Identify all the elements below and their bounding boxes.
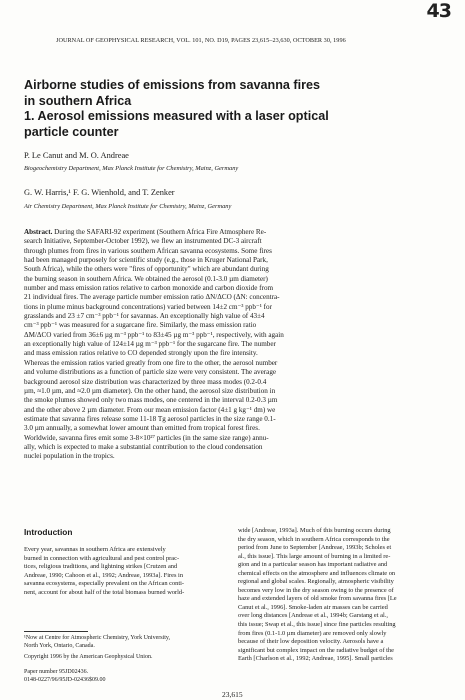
body-line: haze and extended layers of old smoke from savanna fires [Le	[238, 595, 397, 603]
abstract-line: the smoke plumes showed only two mass modes, one centered in the interval 0.2-0.3 µm	[24, 396, 278, 405]
body-line: nent, account for about half of the total biomass burned world-	[24, 588, 185, 596]
abstract-label: Abstract.	[24, 228, 53, 236]
page-number: 23,615	[222, 690, 243, 699]
body-line: chemical effects on the atmosphere and influences climate on	[238, 569, 396, 577]
authors-group-1: P. Le Canut and M. O. Andreae	[24, 151, 129, 160]
abstract-line: estimate that savanna fires release some 11-18 Tg aerosol particles in the size range 0.1-	[24, 414, 276, 423]
body-line: Earth [Charlson et al., 1992; Andreae, 1995]. Small particles	[238, 655, 393, 663]
abstract-line: through plumes from fires in various southern African savanna ecosystems. Some fires	[24, 246, 272, 255]
section-heading-introduction: Introduction	[24, 527, 73, 537]
body-line: al., this issue]. This large amount of burning in a limited re-	[238, 552, 391, 560]
introduction-text-right	[238, 527, 448, 664]
paper-line: Paper number 95JD02436.	[24, 669, 89, 675]
abstract-line: and volume distributions as a function of particle size were very consistent. The average	[24, 368, 277, 377]
title-line: Airborne studies of emissions from savanna fires	[24, 78, 321, 92]
copyright-notice: Copyright 1996 by the American Geophysical Union.	[24, 654, 153, 660]
body-line: Every year, savannas in southern Africa are extensively	[24, 546, 166, 553]
abstract-line: and the other above 2 µm diameter. From our mean emission factor (4±1 g kg⁻¹ dm) we	[24, 405, 276, 414]
footnote-line: North York, Ontario, Canada.	[24, 643, 95, 650]
abstract-line: Worldwide, savanna fires emit some 3-8×10²⁷ particles (in the same size range) annu-	[24, 433, 269, 442]
abstract-first-line: During the SAFARI-92 experiment (Southern Africa Fire Atmosphere Re-	[52, 228, 267, 236]
footnote-rule	[24, 631, 88, 632]
right-column	[238, 527, 448, 664]
body-line: the dry season, which in southern Africa corresponds to the	[238, 535, 390, 543]
body-line: tices, religious traditions, and lightning strikes [Crutzen and	[24, 563, 178, 571]
abstract-line: background aerosol size distribution was characterized by three mass modes (0.2-0.4	[24, 377, 267, 386]
abstract-line	[24, 228, 446, 237]
introduction-text-left	[24, 546, 229, 597]
body-line: wide [Andreae, 1993a]. Much of this burning occurs during	[238, 527, 391, 534]
body-line: because of their low deposition velocity. Aerosols have a	[238, 638, 384, 646]
abstract-line: number and mass emission ratios relative to carbon monoxide and carbon dioxide from	[24, 284, 274, 293]
body-line: gion and in a particular season has important radiative and	[238, 561, 388, 569]
abstract-line: Whereas the emission ratios varied greatly from one fire to the other, the aerosol number	[24, 358, 278, 367]
body-line: becomes very low in the dry season owing to the presence of	[238, 586, 394, 594]
body-line: regional and global scales. Regionally, atmospheric visibility	[238, 578, 394, 586]
abstract-line: search Initiative, September-October 1992), we flew an instrumented DC-3 aircraft	[24, 237, 262, 246]
body-line: over long distances [Andreae et al., 1994b; Garstang et al.,	[238, 612, 388, 620]
abstract	[24, 228, 446, 462]
title-line: in southern Africa	[24, 93, 132, 108]
body-line: savanna ecosystems, especially prevalent on the African conti-	[24, 580, 185, 588]
abstract-line: and mass emission ratios relative to CO depended strongly upon the fire intensity.	[24, 349, 258, 358]
paper-line: 0148-0227/96/95JD-02436$09.00	[24, 677, 106, 684]
title-line: particle counter	[24, 124, 119, 139]
affiliation-1: Biogeochemistry Department, Max Planck Institute for Chemistry, Mainz, Germany	[24, 165, 239, 172]
body-line: significant but complex impact on the radiative budget of the	[238, 646, 394, 654]
footnote	[24, 634, 170, 651]
body-line: Andreae, 1990; Cahoon et al., 1992; Andreae, 1993a]. Fires in	[24, 571, 184, 579]
abstract-line: nuclei population in the tropics.	[24, 452, 115, 461]
body-line: from fires (0.1-1.0 µm diameter) are removed only slowly	[238, 629, 387, 637]
body-line: period from June to September [Andreae, 1993b; Scholes et	[238, 544, 392, 552]
body-line: this issue; Swap et al., this issue] since fine particles resulting	[238, 621, 396, 629]
abstract-line: the burning season in southern Africa. We obtained the aerosol (0.1-3.0 µm diameter)	[24, 274, 268, 283]
article-title	[24, 78, 424, 140]
abstract-line: an exceptionally high value of 124±14 µg m⁻³ ppb⁻¹ for the sugarcane fire. The number	[24, 340, 276, 349]
abstract-line: ΔM/ΔCO varied from 36±6 µg m⁻³ ppb⁻¹ to 83±45 µg m⁻³ ppb⁻¹, respectively, with again	[24, 330, 284, 339]
abstract-line: cm⁻³ ppb⁻¹ was measured for a sugarcane fire. Similarly, the mass emission ratio	[24, 321, 257, 330]
footnote-line: ¹Now at Centre for Atmospheric Chemistry, York University,	[24, 635, 171, 641]
abstract-line: grasslands and 23 ±7 cm⁻³ ppb⁻¹ for savannas. An exceptionally high value of 43±4	[24, 312, 265, 321]
abstract-line: µm, ≈1.0 µm, and ≈2.0 µm diameter). On the other hand, the aerosol size distribution in	[24, 386, 276, 395]
paper-number	[24, 668, 106, 685]
affiliation-2: Air Chemistry Department, Max Planck Institute for Chemistry, Mainz, Germany	[24, 203, 232, 210]
abstract-line: 3.0 µm annually, a somewhat lower amount than emitted from tropical forest fires.	[24, 424, 260, 433]
running-head: JOURNAL OF GEOPHYSICAL RESEARCH, VOL. 101, NO. D19, PAGES 23,615–23,630, OCTOBER 30, 1996	[56, 37, 346, 44]
abstract-line: ally, which is expected to make a substantial contribution to the cloud condensation	[24, 442, 263, 451]
body-line: burned in connection with agricultural and pest control prac-	[24, 554, 180, 562]
left-column	[24, 527, 229, 597]
authors-group-2: G. W. Harris,¹ F. G. Wienhold, and T. Zenker	[24, 188, 175, 197]
abstract-line: South Africa), while the others were "fires of opportunity" which are abundant during	[24, 265, 269, 274]
title-line: 1. Aerosol emissions measured with a laser optical	[24, 109, 329, 123]
handwritten-page-mark: 43	[426, 0, 451, 22]
abstract-line: 21 individual fires. The average particle number emission ratio ΔN/ΔCO (ΔN: concentra-	[24, 293, 280, 302]
abstract-line: had been managed purposely for scientific study (e.g., those in Kruger National Park,	[24, 256, 268, 265]
body-line: Canut et al., 1996]. Smoke-laden air masses can be carried	[238, 603, 388, 611]
abstract-line: tions in plume minus background concentrations) varied between 14±2 cm⁻³ ppb⁻¹ for	[24, 302, 272, 311]
